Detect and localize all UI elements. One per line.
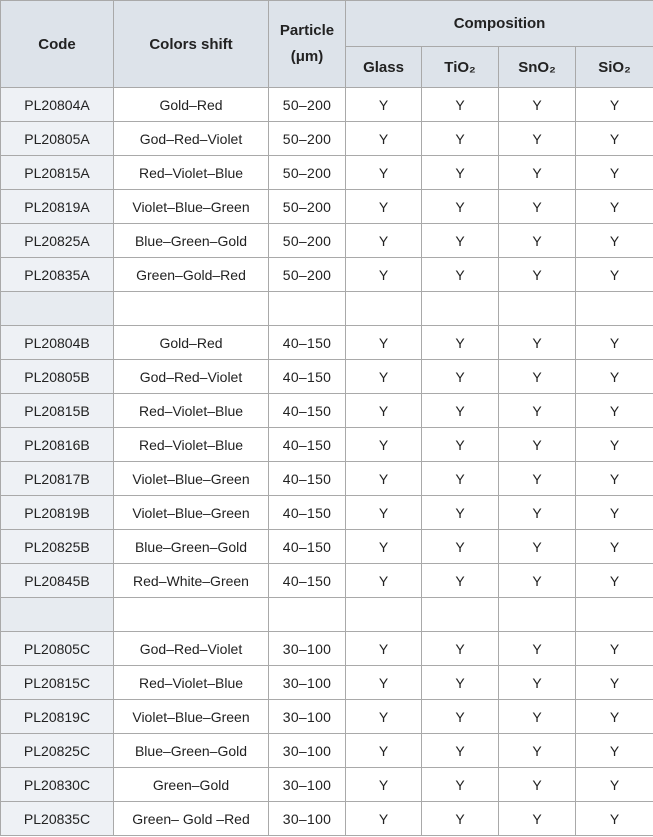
header-colors-shift: Colors shift [114, 1, 269, 88]
cell-code: PL20819B [1, 496, 114, 530]
cell-tio2: Y [422, 802, 499, 836]
cell-tio2: Y [422, 462, 499, 496]
cell-code: PL20835A [1, 258, 114, 292]
cell-particle: 30–100 [269, 666, 346, 700]
cell-sno2: Y [499, 156, 576, 190]
cell-glass: Y [346, 360, 422, 394]
cell-sio2: Y [576, 768, 653, 802]
cell-particle: 40–150 [269, 564, 346, 598]
table-row [1, 802, 653, 836]
cell-colors-shift: Gold–Red [114, 326, 269, 360]
cell-sno2: Y [499, 428, 576, 462]
spacer-cell [499, 292, 576, 326]
spacer-cell [1, 292, 114, 326]
spacer-cell [576, 598, 653, 632]
cell-glass: Y [346, 700, 422, 734]
cell-tio2: Y [422, 156, 499, 190]
cell-code: PL20825A [1, 224, 114, 258]
cell-sio2: Y [576, 496, 653, 530]
cell-sno2: Y [499, 496, 576, 530]
cell-colors-shift: Red–Violet–Blue [114, 394, 269, 428]
cell-glass: Y [346, 394, 422, 428]
cell-colors-shift: Green–Gold–Red [114, 258, 269, 292]
cell-code: PL20817B [1, 462, 114, 496]
table-row [1, 326, 653, 360]
cell-glass: Y [346, 122, 422, 156]
cell-colors-shift: Violet–Blue–Green [114, 700, 269, 734]
cell-tio2: Y [422, 734, 499, 768]
cell-colors-shift: God–Red–Violet [114, 360, 269, 394]
cell-code: PL20835C [1, 802, 114, 836]
cell-glass: Y [346, 496, 422, 530]
header-composition: Composition [346, 1, 653, 47]
table-row [1, 734, 653, 768]
cell-tio2: Y [422, 632, 499, 666]
cell-sno2: Y [499, 802, 576, 836]
cell-code: PL20815C [1, 666, 114, 700]
cell-particle: 30–100 [269, 700, 346, 734]
table-row [1, 258, 653, 292]
cell-tio2: Y [422, 700, 499, 734]
spacer-row [1, 598, 653, 632]
table-row [1, 394, 653, 428]
table-row [1, 122, 653, 156]
cell-colors-shift: Red–Violet–Blue [114, 156, 269, 190]
cell-tio2: Y [422, 666, 499, 700]
spacer-cell [114, 292, 269, 326]
cell-glass: Y [346, 564, 422, 598]
spacer-cell [422, 292, 499, 326]
cell-sno2: Y [499, 326, 576, 360]
cell-code: PL20805C [1, 632, 114, 666]
header-code: Code [1, 1, 114, 88]
cell-code: PL20825B [1, 530, 114, 564]
cell-glass: Y [346, 462, 422, 496]
cell-glass: Y [346, 632, 422, 666]
cell-glass: Y [346, 326, 422, 360]
header-glass: Glass [346, 47, 422, 88]
cell-sno2: Y [499, 530, 576, 564]
cell-glass: Y [346, 156, 422, 190]
table-row [1, 666, 653, 700]
cell-tio2: Y [422, 394, 499, 428]
cell-code: PL20825C [1, 734, 114, 768]
cell-particle: 40–150 [269, 360, 346, 394]
cell-sio2: Y [576, 122, 653, 156]
cell-particle: 50–200 [269, 258, 346, 292]
header-sio2: SiO₂ [576, 47, 653, 88]
cell-sno2: Y [499, 394, 576, 428]
cell-sio2: Y [576, 224, 653, 258]
cell-glass: Y [346, 802, 422, 836]
header-particle-line2: (μm) [290, 48, 324, 65]
cell-tio2: Y [422, 768, 499, 802]
cell-sio2: Y [576, 156, 653, 190]
cell-particle: 30–100 [269, 768, 346, 802]
cell-glass: Y [346, 666, 422, 700]
cell-colors-shift: Red–Violet–Blue [114, 428, 269, 462]
cell-colors-shift: Green– Gold –Red [114, 802, 269, 836]
cell-glass: Y [346, 190, 422, 224]
table-row [1, 156, 653, 190]
header-particle [269, 1, 346, 88]
spacer-cell [114, 598, 269, 632]
spacer-cell [576, 292, 653, 326]
cell-tio2: Y [422, 496, 499, 530]
spacer-cell [269, 292, 346, 326]
cell-tio2: Y [422, 326, 499, 360]
cell-tio2: Y [422, 224, 499, 258]
cell-code: PL20804B [1, 326, 114, 360]
cell-colors-shift: Blue–Green–Gold [114, 734, 269, 768]
cell-particle: 50–200 [269, 190, 346, 224]
cell-colors-shift: Red–Violet–Blue [114, 666, 269, 700]
cell-glass: Y [346, 428, 422, 462]
cell-sno2: Y [499, 564, 576, 598]
header-tio2: TiO₂ [422, 47, 499, 88]
spacer-cell [346, 292, 422, 326]
table-row [1, 496, 653, 530]
cell-particle: 40–150 [269, 326, 346, 360]
cell-code: PL20815B [1, 394, 114, 428]
cell-glass: Y [346, 224, 422, 258]
cell-colors-shift: Violet–Blue–Green [114, 462, 269, 496]
table-row [1, 462, 653, 496]
cell-sio2: Y [576, 326, 653, 360]
cell-colors-shift: Green–Gold [114, 768, 269, 802]
cell-sio2: Y [576, 428, 653, 462]
cell-sno2: Y [499, 462, 576, 496]
table-row [1, 360, 653, 394]
cell-sio2: Y [576, 700, 653, 734]
cell-colors-shift: Red–White–Green [114, 564, 269, 598]
table-row [1, 632, 653, 666]
cell-sno2: Y [499, 190, 576, 224]
cell-sno2: Y [499, 360, 576, 394]
cell-tio2: Y [422, 88, 499, 122]
cell-glass: Y [346, 530, 422, 564]
cell-colors-shift: Blue–Green–Gold [114, 530, 269, 564]
cell-glass: Y [346, 734, 422, 768]
cell-sio2: Y [576, 360, 653, 394]
cell-tio2: Y [422, 190, 499, 224]
cell-colors-shift: Blue–Green–Gold [114, 224, 269, 258]
table-row [1, 768, 653, 802]
spacer-cell [1, 598, 114, 632]
cell-tio2: Y [422, 428, 499, 462]
cell-colors-shift: Violet–Blue–Green [114, 496, 269, 530]
header-particle-line1: Particle [279, 22, 335, 39]
cell-sno2: Y [499, 700, 576, 734]
cell-tio2: Y [422, 258, 499, 292]
cell-particle: 50–200 [269, 122, 346, 156]
table-row [1, 224, 653, 258]
cell-colors-shift: God–Red–Violet [114, 632, 269, 666]
cell-code: PL20804A [1, 88, 114, 122]
cell-code: PL20830C [1, 768, 114, 802]
cell-sio2: Y [576, 258, 653, 292]
cell-tio2: Y [422, 564, 499, 598]
cell-sno2: Y [499, 632, 576, 666]
cell-particle: 40–150 [269, 462, 346, 496]
cell-particle: 30–100 [269, 802, 346, 836]
table-row [1, 564, 653, 598]
cell-particle: 30–100 [269, 632, 346, 666]
cell-tio2: Y [422, 360, 499, 394]
cell-code: PL20816B [1, 428, 114, 462]
cell-sio2: Y [576, 462, 653, 496]
table-row [1, 190, 653, 224]
spacer-cell [346, 598, 422, 632]
cell-glass: Y [346, 768, 422, 802]
cell-code: PL20819A [1, 190, 114, 224]
spacer-cell [422, 598, 499, 632]
cell-colors-shift: Gold–Red [114, 88, 269, 122]
cell-colors-shift: Violet–Blue–Green [114, 190, 269, 224]
cell-sno2: Y [499, 768, 576, 802]
spacer-cell [499, 598, 576, 632]
table-body [1, 88, 653, 836]
cell-particle: 40–150 [269, 496, 346, 530]
cell-sno2: Y [499, 88, 576, 122]
table-row [1, 530, 653, 564]
header-sno2: SnO₂ [499, 47, 576, 88]
cell-particle: 50–200 [269, 88, 346, 122]
cell-sno2: Y [499, 258, 576, 292]
cell-particle: 40–150 [269, 394, 346, 428]
cell-particle: 50–200 [269, 224, 346, 258]
cell-sio2: Y [576, 530, 653, 564]
cell-particle: 40–150 [269, 428, 346, 462]
table-row [1, 700, 653, 734]
cell-sio2: Y [576, 734, 653, 768]
cell-tio2: Y [422, 122, 499, 156]
spacer-cell [269, 598, 346, 632]
cell-glass: Y [346, 88, 422, 122]
cell-sio2: Y [576, 632, 653, 666]
cell-sio2: Y [576, 190, 653, 224]
cell-code: PL20819C [1, 700, 114, 734]
cell-particle: 40–150 [269, 530, 346, 564]
cell-glass: Y [346, 258, 422, 292]
table-header [1, 1, 653, 88]
cell-code: PL20805A [1, 122, 114, 156]
cell-tio2: Y [422, 530, 499, 564]
cell-sno2: Y [499, 666, 576, 700]
table-row [1, 88, 653, 122]
cell-code: PL20845B [1, 564, 114, 598]
cell-code: PL20815A [1, 156, 114, 190]
spacer-row [1, 292, 653, 326]
cell-code: PL20805B [1, 360, 114, 394]
cell-sno2: Y [499, 122, 576, 156]
cell-particle: 30–100 [269, 734, 346, 768]
cell-sio2: Y [576, 666, 653, 700]
cell-colors-shift: God–Red–Violet [114, 122, 269, 156]
cell-sno2: Y [499, 734, 576, 768]
cell-sio2: Y [576, 564, 653, 598]
cell-sio2: Y [576, 802, 653, 836]
cell-sno2: Y [499, 224, 576, 258]
cell-sio2: Y [576, 88, 653, 122]
cell-sio2: Y [576, 394, 653, 428]
cell-particle: 50–200 [269, 156, 346, 190]
table-row [1, 428, 653, 462]
